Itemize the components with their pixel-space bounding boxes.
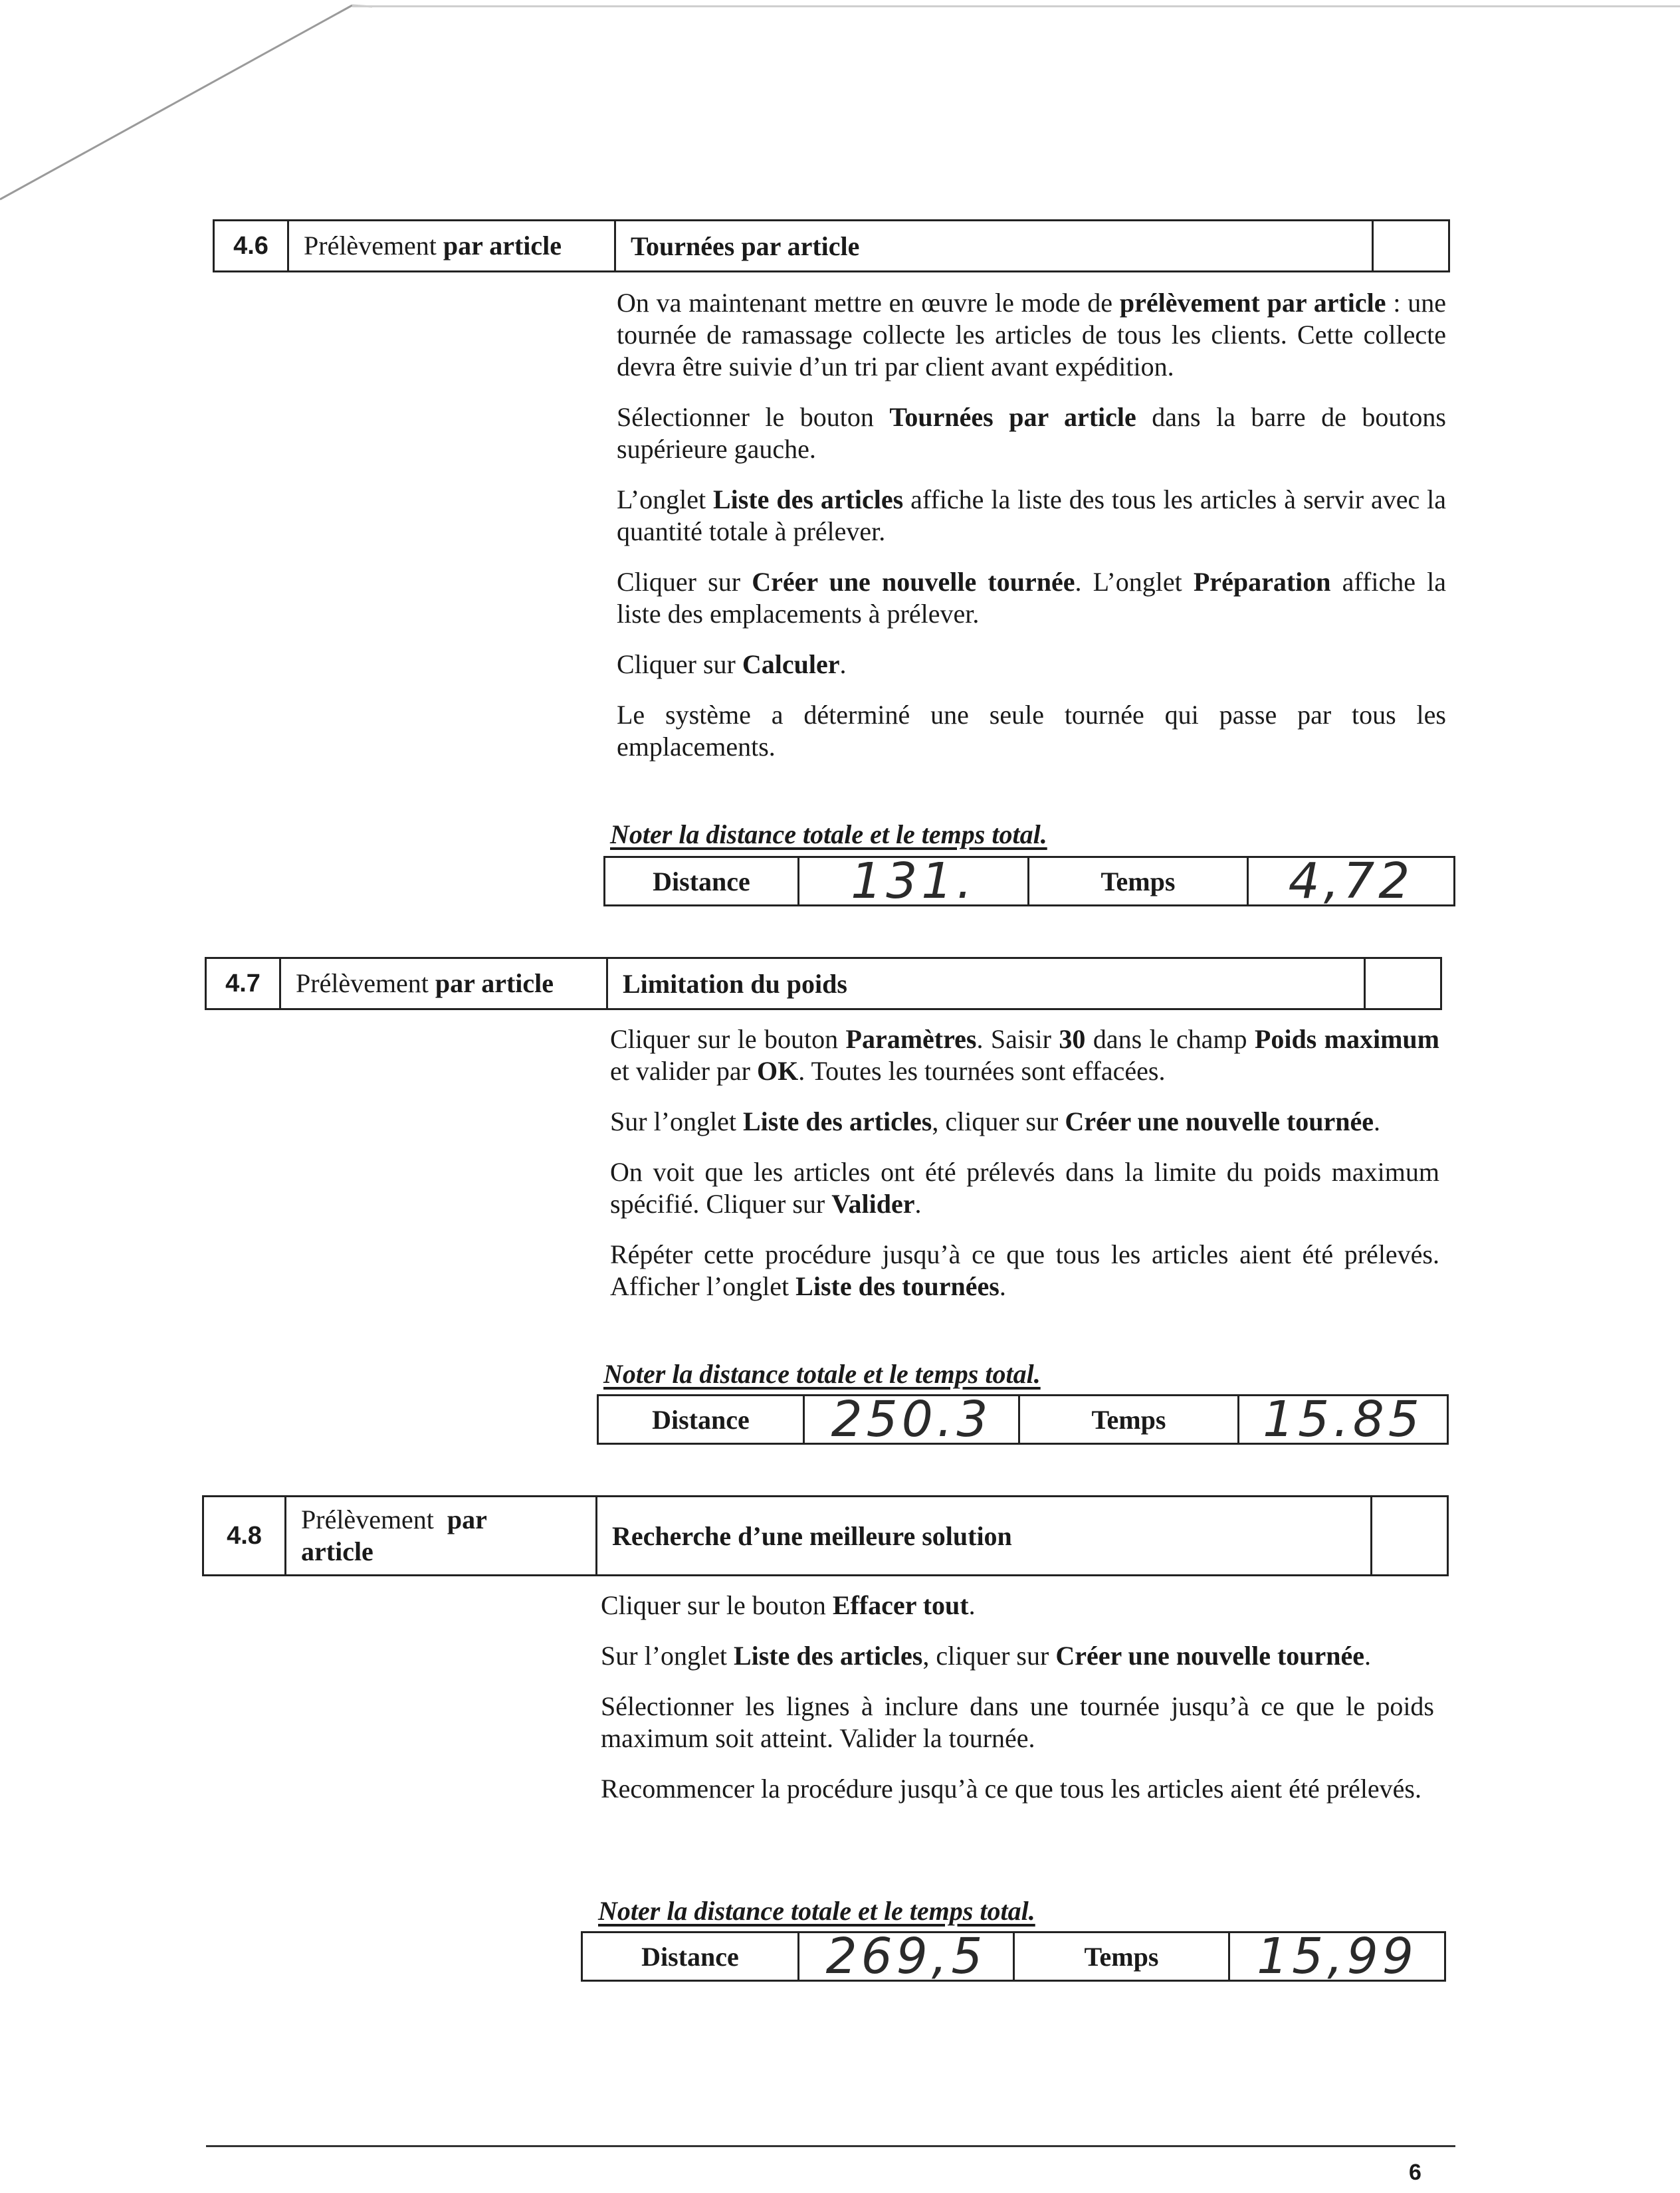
bold-term: Créer une nouvelle tournée — [1065, 1106, 1374, 1136]
body-paragraph — [617, 566, 1446, 630]
mode-line-1 — [301, 1504, 487, 1536]
time-label: Temps — [1029, 858, 1249, 904]
text-run: et valider par — [610, 1056, 757, 1086]
section-title: Limitation du poids — [608, 959, 1366, 1008]
section-title: Tournées par article — [616, 221, 1374, 270]
body-paragraph — [610, 1023, 1439, 1087]
text-run: dans le champ — [1085, 1024, 1255, 1054]
text-run: Cliquer sur — [617, 567, 752, 597]
body-paragraph — [617, 649, 1446, 680]
note-instruction: Noter la distance totale et le temps total. — [603, 1359, 1041, 1389]
text-run: . Toutes les tournées sont effacées. — [798, 1056, 1166, 1086]
bold-term: 30 — [1059, 1024, 1086, 1054]
body-paragraph — [601, 1590, 1434, 1621]
bold-term: OK — [757, 1056, 799, 1086]
mode-bold: par article — [443, 231, 562, 261]
section-checkbox — [1374, 221, 1448, 270]
mode-prefix: Prélèvement — [304, 231, 437, 261]
folded-corner — [0, 0, 372, 213]
body-paragraph — [610, 1156, 1439, 1220]
distance-value: 250.3 — [805, 1396, 1020, 1443]
section-number: 4.6 — [215, 221, 289, 270]
text-run: Le système a déterminé une seule tournée qui passe par tous les emplacements. — [617, 700, 1446, 762]
body-paragraph — [617, 484, 1446, 548]
bold-term: Liste des tournées — [795, 1271, 999, 1301]
text-run: dans la barre de boutons supérieure gauche. — [617, 402, 1446, 464]
bold-term: Poids maximum — [1254, 1024, 1439, 1054]
bold-term: Effacer tout — [832, 1590, 969, 1620]
text-run: Répéter cette procédure jusqu’à ce que tous les articles aient été prélevés. Afficher l’onglet — [610, 1239, 1439, 1301]
distance-label: Distance — [605, 858, 799, 904]
bold-term: Paramètres — [845, 1024, 977, 1054]
mode-bold: par article — [435, 968, 554, 998]
time-value: 15,99 — [1257, 1928, 1418, 1985]
note-instruction: Noter la distance totale et le temps total. — [610, 819, 1047, 849]
section-header-4-7 — [205, 957, 1442, 1010]
mode-prefix: Prélèvement — [301, 1505, 441, 1534]
text-run: Recommencer la procédure jusqu’à ce que tous les articles aient été prélevés. — [601, 1774, 1421, 1804]
section-header-4-6 — [213, 219, 1450, 272]
text-run: . Saisir — [976, 1024, 1059, 1054]
bold-term: Créer une nouvelle tournée — [752, 567, 1075, 597]
text-run: , cliquer sur — [922, 1641, 1056, 1671]
bold-term: Préparation — [1193, 567, 1331, 597]
body-paragraph — [601, 1691, 1434, 1754]
mode-line-2: article — [301, 1536, 373, 1566]
distance-value: 131. — [799, 858, 1029, 904]
note-instruction: Noter la distance totale et le temps total. — [598, 1896, 1035, 1926]
distance-value: 269,5 — [799, 1933, 1015, 1980]
time-label: Temps — [1015, 1933, 1230, 1980]
text-run: affiche la liste des tous les articles à servir avec la quantité totale à prélever. — [617, 484, 1447, 546]
bold-term: Tournées par article — [889, 402, 1136, 432]
bold-term: Liste des articles — [712, 484, 904, 514]
mode-prefix: Prélèvement — [296, 968, 429, 998]
text-run: Sélectionner le bouton — [617, 402, 890, 432]
footer-rule — [206, 2145, 1455, 2147]
section-body-4-6 — [617, 287, 1446, 782]
distance-label: Distance — [583, 1933, 799, 1980]
text-run: . — [1374, 1106, 1381, 1136]
section-body-4-7 — [610, 1023, 1439, 1321]
section-header-4-8 — [202, 1495, 1449, 1576]
text-run: affiche la liste des emplacements à prélever. — [617, 567, 1447, 629]
text-run: Cliquer sur le bouton — [610, 1024, 846, 1054]
bold-term: Liste des articles — [742, 1106, 932, 1136]
text-run: : une tournée de ramassage collecte les articles de tous les clients. Cette collecte devra être suivie d’un tri par client avant expédition. — [617, 288, 1446, 381]
text-run: Sélectionner les lignes à inclure dans une tournée jusqu’à ce que le poids maximum soit atteint. Valider la tournée. — [601, 1691, 1434, 1753]
text-run: , cliquer sur — [932, 1106, 1065, 1136]
bold-term: Valider — [831, 1189, 915, 1219]
text-run: . — [968, 1590, 976, 1620]
result-table-4-7 — [597, 1391, 1449, 1448]
text-run: Cliquer sur — [617, 649, 742, 679]
section-number: 4.8 — [204, 1497, 286, 1574]
bold-term: Liste des articles — [733, 1641, 923, 1671]
time-value: 4,72 — [1288, 853, 1414, 910]
body-paragraph — [617, 287, 1446, 383]
section-number: 4.7 — [207, 959, 281, 1008]
text-run: Cliquer sur le bouton — [601, 1590, 833, 1620]
body-paragraph — [601, 1773, 1434, 1805]
time-value: 15.85 — [1263, 1391, 1423, 1448]
result-table-4-8 — [581, 1928, 1446, 1985]
text-run: On va maintenant mettre en œuvre le mode de — [617, 288, 1120, 318]
body-paragraph — [610, 1106, 1439, 1138]
text-run: L’onglet — [617, 484, 713, 514]
text-run: Sur l’onglet — [601, 1641, 734, 1671]
time-label: Temps — [1020, 1396, 1239, 1443]
distance-label: Distance — [599, 1396, 805, 1443]
text-run: On voit que les articles ont été prélevés dans la limite du poids maximum spécifié. Cliquer sur — [610, 1157, 1439, 1219]
body-paragraph — [610, 1239, 1439, 1303]
text-run: . L’onglet — [1075, 567, 1194, 597]
bold-term: Créer une nouvelle tournée — [1055, 1641, 1365, 1671]
mode-bold: par — [447, 1505, 487, 1534]
text-run: Sur l’onglet — [610, 1106, 743, 1136]
bold-term: prélèvement par article — [1119, 288, 1386, 318]
section-body-4-8 — [601, 1590, 1434, 1824]
section-checkbox — [1366, 959, 1440, 1008]
text-run: . — [1364, 1641, 1372, 1671]
body-paragraph — [617, 401, 1446, 465]
section-mode — [286, 1497, 597, 1574]
text-run: . — [999, 1271, 1006, 1301]
page-top-edge — [352, 5, 1680, 7]
section-checkbox — [1372, 1497, 1447, 1574]
section-mode — [289, 221, 616, 270]
text-run: . — [914, 1189, 922, 1219]
bold-term: Calculer — [742, 649, 840, 679]
section-mode — [281, 959, 608, 1008]
body-paragraph — [617, 699, 1446, 763]
page-number: 6 — [1409, 2160, 1421, 2185]
body-paragraph — [601, 1640, 1434, 1672]
section-title: Recherche d’une meilleure solution — [597, 1497, 1372, 1574]
result-table-4-6 — [603, 853, 1455, 910]
text-run: . — [839, 649, 847, 679]
